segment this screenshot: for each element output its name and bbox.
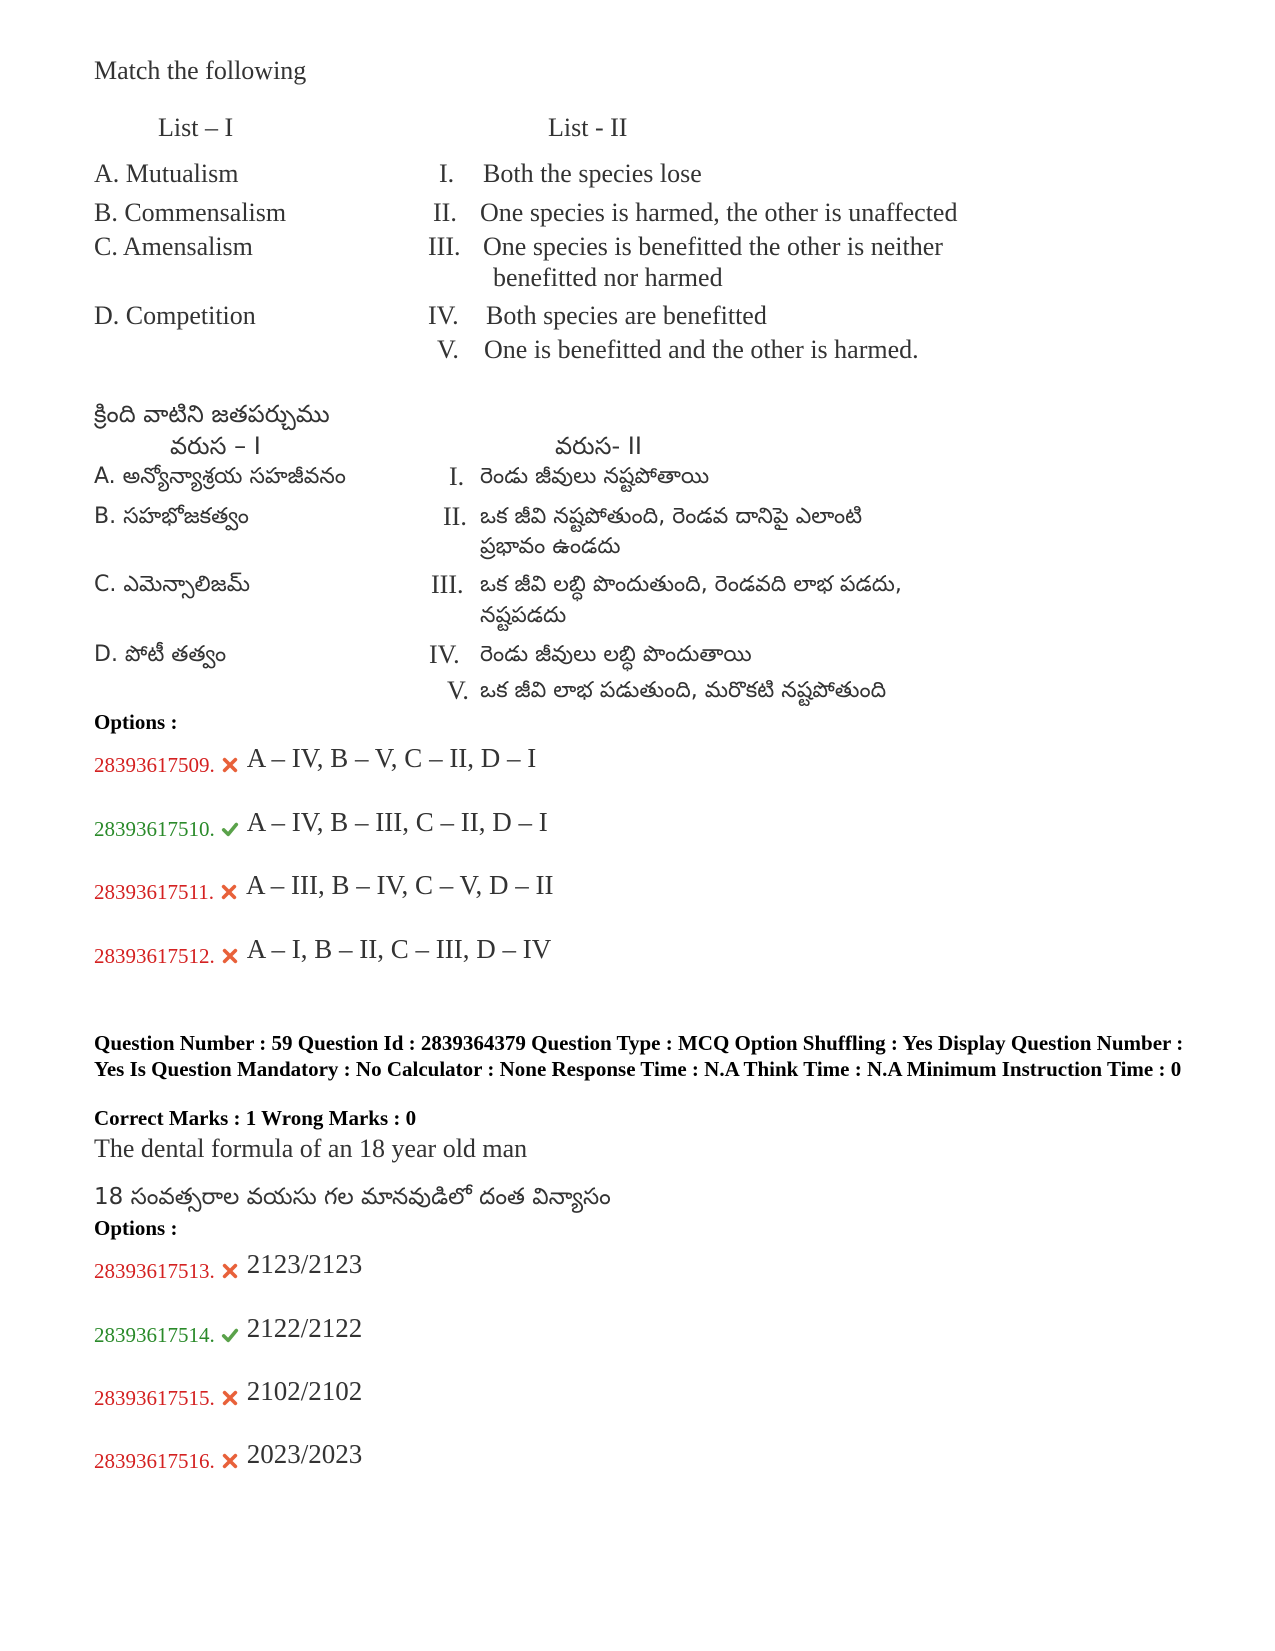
option-id: 28393617509. [94, 753, 215, 777]
cross-icon [221, 1452, 239, 1470]
list-2-item: Both species are benefitted [486, 301, 767, 330]
cross-icon [220, 883, 238, 901]
option-text: 2123/2123 [246, 1249, 363, 1279]
option-text: 2023/2023 [246, 1439, 363, 1469]
option-text: A – IV, B – III, C – II, D – I [246, 807, 548, 837]
list-2-item: One species is harmed, the other is unaffected [480, 198, 958, 227]
list-1-item: D. పోటీ తత్వం [94, 642, 227, 667]
list-2-item: రెండు జీవులు లబ్ధి పొందుతాయి [480, 642, 752, 667]
option-row[interactable] [94, 802, 548, 842]
option-text: 2102/2102 [246, 1376, 363, 1406]
option-row[interactable] [94, 1244, 362, 1284]
list-2-item-continued: ప్రభావం ఉండదు [480, 534, 621, 559]
list-2-item-continued: benefitted nor harmed [493, 263, 723, 292]
list-2-numeral: III. [428, 232, 461, 261]
option-text: A – I, B – II, C – III, D – IV [246, 934, 552, 964]
list-2-item: ఒక జీవి నష్టపోతుంది, రెండవ దానిపై ఎలాంటి [480, 504, 863, 529]
option-row[interactable] [94, 1371, 362, 1411]
cross-icon [221, 947, 239, 965]
list-2-item-continued: నష్టపడదు [480, 603, 567, 628]
list-1-item: B. Commensalism [94, 198, 287, 227]
options-label: Options : [94, 710, 178, 734]
question-marks: Correct Marks : 1 Wrong Marks : 0 [94, 1106, 417, 1130]
list-1-item: A. Mutualism [94, 159, 239, 188]
list-1-heading-telugu: వరుస – I [170, 432, 261, 460]
option-id: 28393617515. [94, 1386, 215, 1410]
cross-icon [221, 756, 239, 774]
options-label: Options : [94, 1216, 178, 1240]
list-1-item: A. అన్యోన్యాశ్రయ సహజీవనం [94, 464, 346, 489]
list-2-heading-telugu: వరుస- II [555, 432, 642, 460]
list-2-numeral: III. [431, 570, 464, 599]
list-1-item: D. Competition [94, 301, 256, 330]
option-text: A – IV, B – V, C – II, D – I [246, 743, 537, 773]
option-row[interactable] [94, 1308, 362, 1348]
list-2-heading: List - II [548, 113, 628, 142]
list-1-item: B. సహభోజకత్వం [94, 504, 249, 529]
list-2-numeral: IV. [429, 640, 460, 669]
list-2-item: రెండు జీవులు నష్టపోతాయి [480, 464, 710, 489]
list-2-numeral: V. [437, 335, 459, 364]
list-2-numeral: I. [439, 159, 455, 188]
option-row[interactable] [94, 1434, 362, 1474]
option-text: 2122/2122 [246, 1313, 363, 1343]
cross-icon [221, 1389, 239, 1407]
option-id: 28393617511. [94, 880, 214, 904]
list-2-numeral: I. [449, 462, 465, 491]
question-text-telugu: 18 సంవత్సరాల వయసు గల మానవుడిలో దంత విన్యాసం [94, 1184, 611, 1210]
option-id: 28393617516. [94, 1449, 215, 1473]
option-row[interactable] [94, 738, 536, 778]
list-2-item: One is benefitted and the other is harmed. [484, 335, 919, 364]
cross-icon [221, 1262, 239, 1280]
option-text: A – III, B – IV, C – V, D – II [245, 870, 554, 900]
check-icon [221, 1326, 239, 1344]
list-2-item: Both the species lose [483, 159, 702, 188]
option-id: 28393617512. [94, 944, 215, 968]
list-2-numeral: II. [433, 198, 457, 227]
list-2-item: One species is benefitted the other is neither [483, 232, 943, 261]
list-2-item: ఒక జీవి లబ్ధి పొందుతుంది, రెండవది లాభ పడదు, [480, 572, 902, 597]
question-title: Match the following [94, 56, 307, 85]
option-id: 28393617510. [94, 817, 215, 841]
list-2-numeral: IV. [428, 301, 459, 330]
list-1-item: C. ఎమెన్సాలిజమ్ [94, 572, 250, 597]
option-row[interactable] [94, 929, 551, 969]
question-text: The dental formula of an 18 year old man [94, 1134, 528, 1163]
option-id: 28393617513. [94, 1259, 215, 1283]
option-row[interactable] [94, 865, 554, 905]
question-meta: Question Number : 59 Question Id : 2839364379 Question Type : MCQ Option Shuffling : Yes Display Question Number : Yes Is Question Mandatory : No Calculator : None Response Time : N.A Think Time : N.A Minimum Instruction Time : 0 [94, 1031, 1184, 1081]
list-2-numeral: II. [443, 502, 467, 531]
option-id: 28393617514. [94, 1323, 215, 1347]
list-1-heading: List – I [158, 113, 234, 142]
list-1-item: C. Amensalism [94, 232, 253, 261]
list-2-numeral: V. [447, 676, 469, 705]
list-2-item: ఒక జీవి లాభ పడుతుంది, మరొకటి నష్టపోతుంది [480, 678, 887, 703]
question-title-telugu: క్రింది వాటిని జతపర్చుము [94, 400, 330, 428]
check-icon [221, 820, 239, 838]
